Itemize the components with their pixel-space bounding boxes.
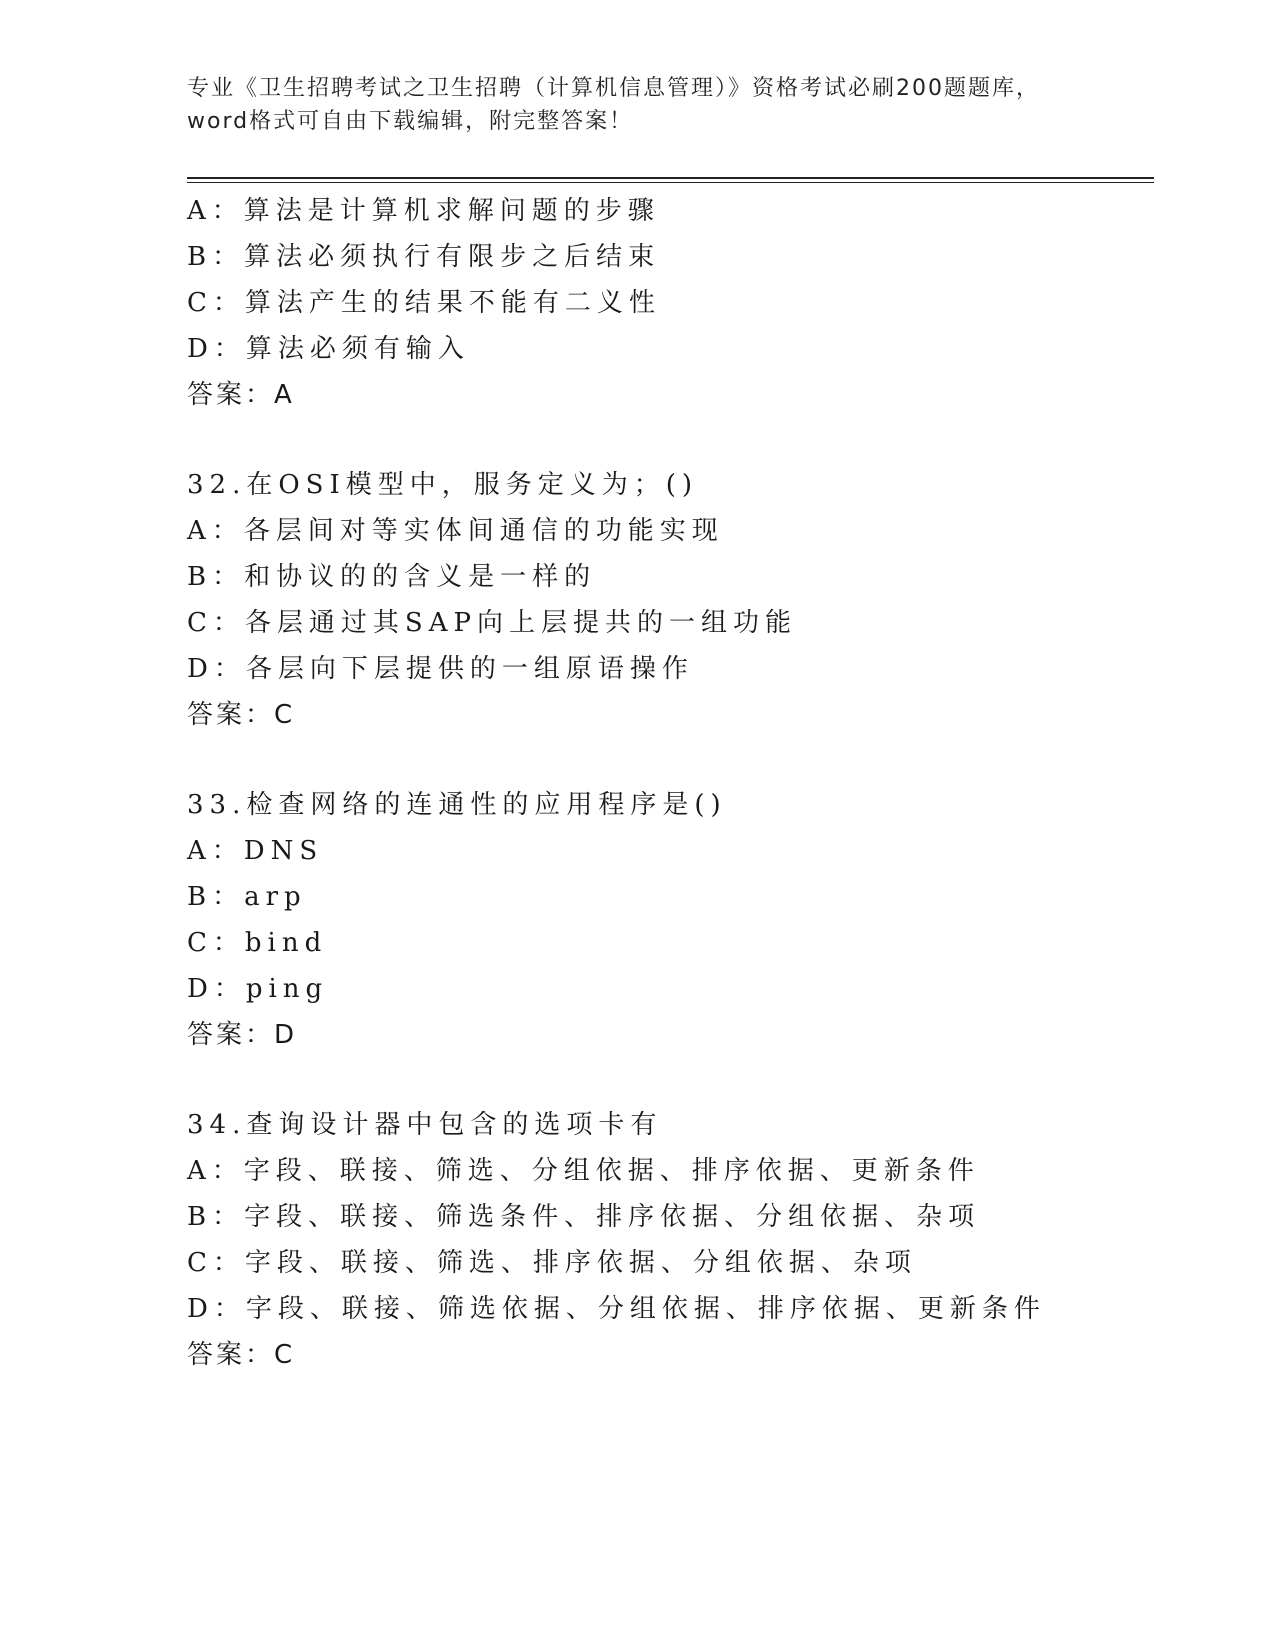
option-a: A：算法是计算机求解问题的步骤 [187,196,660,226]
option-c: C：bind [187,928,328,958]
option-c: C：算法产生的结果不能有二义性 [187,288,661,318]
question-31 [187,188,1167,418]
option-b: B：和协议的的含义是一样的 [187,562,597,592]
option-d: D：算法必须有输入 [187,334,470,364]
answer: 答案：C [187,700,296,730]
question-32 [187,462,1167,738]
answer: 答案：D [187,1020,298,1050]
question-stem: 33.检查网络的连通性的应用程序是() [187,790,727,820]
question-stem: 34.查询设计器中包含的选项卡有 [187,1110,663,1140]
option-d: D：字段、联接、筛选依据、分组依据、排序依据、更新条件 [187,1294,1046,1324]
option-a: A：DNS [187,836,324,866]
option-b: B：字段、联接、筛选条件、排序依据、分组依据、杂项 [187,1202,981,1232]
header-line-2: word格式可自由下载编辑，附完整答案！ [187,109,634,134]
header-line-1: 专业《卫生招聘考试之卫生招聘（计算机信息管理）》资格考试必刷200题题库， [187,76,1040,101]
option-a: A：各层间对等实体间通信的功能实现 [187,516,724,546]
option-d: D：各层向下层提供的一组原语操作 [187,654,694,684]
answer: 答案：C [187,1340,296,1370]
header-rule-thick [187,177,1154,179]
question-list [187,188,1167,1378]
document-header [187,72,1087,138]
option-b: B：arp [187,882,307,912]
option-d: D：ping [187,974,329,1004]
option-b: B：算法必须执行有限步之后结束 [187,242,661,272]
question-34 [187,1102,1167,1378]
question-33 [187,782,1167,1058]
header-rule-thin [187,182,1154,183]
option-c: C：各层通过其SAP向上层提共的一组功能 [187,608,797,638]
answer: 答案：A [187,380,295,410]
option-c: C：字段、联接、筛选、排序依据、分组依据、杂项 [187,1248,917,1278]
question-stem: 32.在OSI模型中，服务定义为；() [187,470,699,500]
option-a: A：字段、联接、筛选、分组依据、排序依据、更新条件 [187,1156,980,1186]
